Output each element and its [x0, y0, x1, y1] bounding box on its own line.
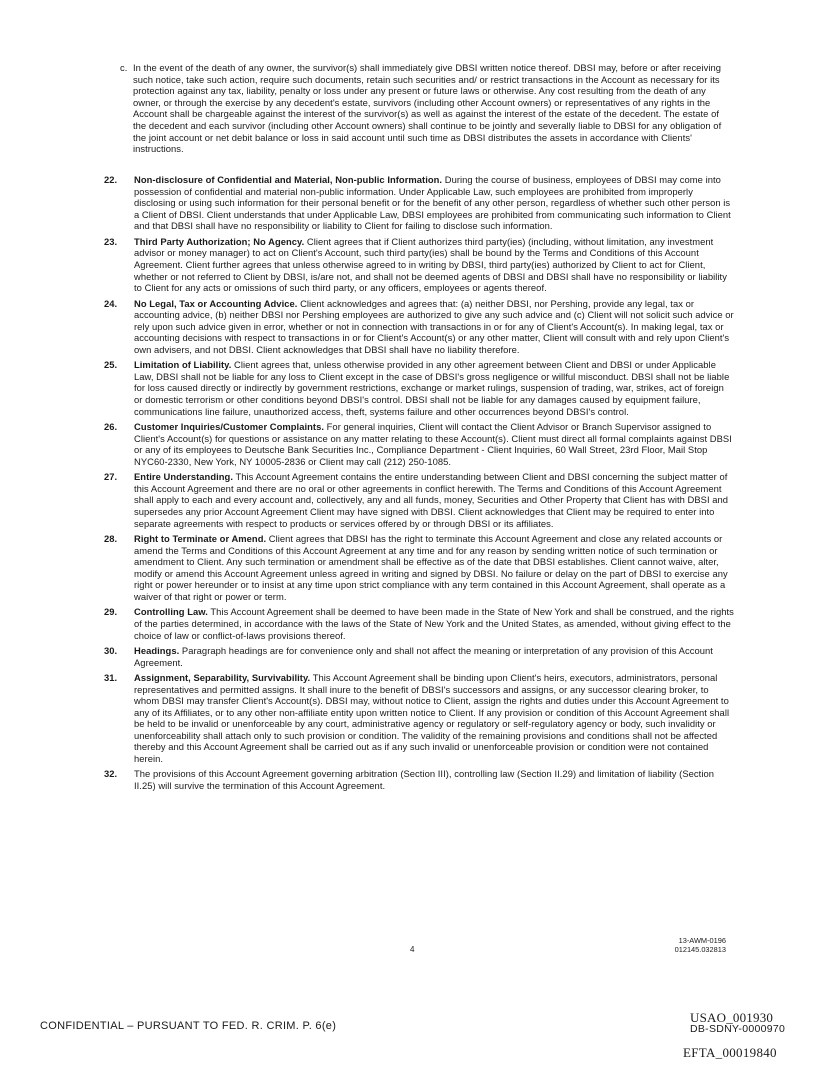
section-text: This Account Agreement contains the entire understanding between Client and DBSI concerning the subject matter of this Account Agreement and there are no oral or other agreements in conflict herewith. The Terms and Conditions of this Account Agreement shall apply to each and every account and, collectively, any and all funds, money, Securities and Other Property that Client has with DBSI and supersedes any prior Account Agreement Client may have signed with DBSI. Client acknowledges that Client may be required to enter into separate agreements with respect to products or services offered by or through DBSI or its affiliates.: [134, 471, 729, 529]
section-text: Client agrees that, unless otherwise provided in any other agreement between Client and DBSI or under Applicable Law, DBSI shall not be liable for any loss to Client except in the case of DBSI's gross negligence or willful misconduct. DBSI shall not be liable for loss caused directly or indirectly by government restrictions, exchange or market rulings, suspension of trading, war, strikes, act of foreign or domestic terrorism or other conditions beyond DBSI's control. DBSI shall not be liable for any damages caused by equipment failure, communications line failure, unauthorized access, theft, systems failure and other occurrences beyond DBSI's control.: [134, 359, 730, 417]
section-number: 26.: [104, 421, 118, 433]
document-code-line-2: 012145.032813: [674, 944, 726, 954]
section-heading: Right to Terminate or Amend.: [134, 533, 267, 544]
section-number: 29.: [104, 606, 118, 618]
section-24: [104, 298, 734, 356]
section-heading: Customer Inquiries/Customer Complaints.: [134, 421, 324, 433]
section-23: [104, 236, 734, 294]
section-number: 31.: [104, 671, 118, 683]
section-25: [104, 359, 734, 417]
section-number: 23.: [104, 235, 118, 247]
section-31: [104, 672, 734, 765]
section-text: Client agrees that DBSI has the right to terminate this Account Agreement and close any related accounts or amend the Terms and Conditions of this Account Agreement at any time and for any reason by sending written notice of such termination or amendment to Client. Any such termination or amendment shall be effective as of the date that DBSI establishes. Client cannot waive, alter, modify or amend this Account Agreement unless agreed in writing and signed by DBSI. No failure or delay on the part of DBSI to exercise any right or power hereunder or to insist at any time upon strict compliance with any term contained in this Account Agreement, shall operate as a waiver of that right or power or term.: [134, 533, 728, 602]
clause-c-marker: c.: [120, 62, 128, 73]
section-text: Paragraph headings are for convenience only and shall not affect the meaning or interpretation of any provision of this Account Agreement.: [134, 644, 713, 668]
section-number: 24.: [104, 297, 118, 309]
section-29: [104, 606, 734, 641]
clause-c: [120, 62, 733, 155]
section-number: 27.: [104, 471, 118, 483]
efta-stamp: EFTA_00019840: [683, 1045, 777, 1060]
section-30: [104, 645, 734, 668]
section-26: [104, 421, 734, 467]
section-28: [104, 533, 734, 603]
section-heading: Headings.: [134, 644, 180, 656]
sections-list: [104, 174, 734, 795]
section-text: During the course of business, employees of DBSI may come into possession of confidential and material non-public information. Under Applicable Law, such employees are prohibited from improperly disclosing or using such information for their personal benefit or for the benefit of any other person, regardless of whether such other person is a Client of DBSI. Client understands that under Applicable Law, DBSI employees are prohibited from communicating such information to Client and that DBSI shall have no responsibility or liability to Client for failing to disclose such information.: [134, 174, 731, 232]
document-code-line-1: 13-AWM-0196: [678, 936, 726, 945]
section-heading: Controlling Law.: [134, 606, 208, 618]
section-heading: Non-disclosure of Confidential and Material, Non-public Information.: [134, 174, 443, 185]
section-heading: Limitation of Liability.: [134, 359, 232, 371]
section-number: 32.: [104, 768, 118, 780]
section-heading: No Legal, Tax or Accounting Advice.: [134, 297, 298, 309]
section-text: This Account Agreement shall be deemed to have been made in the State of New York and shall be construed, and the rights of the parties determined, in accordance with the laws of the State of New York and the United States, as amended, without giving effect to the choice of law or conflict-of-laws provisions thereof.: [134, 606, 734, 641]
page-number: 4: [410, 945, 415, 954]
section-32: [104, 768, 734, 791]
section-heading: Entire Understanding.: [134, 471, 233, 483]
section-text: For general inquiries, Client will contact the Client Advisor or Branch Supervisor assigned to Client's Account(s) for questions or assistance on any matter relating to these Account(s). Client must direct all formal complaints against DBSI or any of its employees to Deutsche Bank Securities Inc., Compliance Department - Client Inquiries, 60 Wall Street, 23rd Floor, Mail Stop NYC60-2330, New York, NY 10005-2836 or Client may call (212) 250-1085.: [134, 421, 732, 467]
section-text: Client agrees that if Client authorizes third party(ies) (including, without limitation, any investment advisor or money manager) to act on Client's Account, such third party(ies) shall be bound by the Terms and Conditions of this Account Agreement. Client further agrees that unless otherwise agreed to in writing by DBSI, third party(ies) authorized by Client to act for Client, whether or not referred to Client by DBSI, is/are not, and shall not be deemed agents of DBSI and DBSI shall have no responsibility or liability to Client for any acts or omissions of such third party, or any officers, employees or agents thereof.: [134, 235, 727, 294]
bates-usao-stamp: USAO_001930: [690, 1010, 774, 1025]
section-heading: Third Party Authorization; No Agency.: [134, 235, 305, 247]
section-heading: Assignment, Separability, Survivability.: [134, 671, 311, 683]
document-code: [640, 937, 726, 954]
section-number: 30.: [104, 644, 118, 656]
section-text: The provisions of this Account Agreement governing arbitration (Section III), controlling law (Section II.29) and limitation of liability (Section II.25) will survive the termination of this Account Agreement.: [134, 768, 714, 792]
section-text: This Account Agreement shall be binding upon Client's heirs, executors, administrators, personal representatives and permitted assigns. It shall inure to the benefit of DBSI's successors and assigns, or any successor clearing broker, to whom DBSI may transfer Client's Account(s). DBSI may, without notice to Client, assign the rights and duties under this Account Agreement to any of its Affiliates, or to any other non-affiliate entity upon written notice to Client. If any provision or condition of this Account Agreement shall be held to be invalid or unenforceable by any court, administrative agency or regulatory or self-regulatory agency or body, such invalidity or unenforceability shall attach only to such provision or condition. The validity of the remaining provisions and conditions shall not be affected thereby and this Account Agreement shall be carried out as if any such invalid or unenforceable provision or condition were not contained herein.: [134, 671, 730, 765]
section-number: 25.: [104, 359, 118, 371]
bates-db-stamp: DB-SDNY-0000970: [690, 1023, 786, 1035]
section-number: 28.: [104, 533, 118, 544]
section-22: [104, 174, 734, 232]
confidential-notice: CONFIDENTIAL – PURSUANT TO FED. R. CRIM. P. 6(e): [40, 1020, 337, 1032]
clause-c-text: In the event of the death of any owner, the survivor(s) shall immediately give DBSI written notice thereof. DBSI may, before or after receiving such notice, take such action, require such documents, retain such securities and/ or restrict transactions in the Account as necessary for its protection against any tax, liability, penalty or loss under any present or future laws or otherwise. Any cost resulting from the death of any owner, or through the exercise by any decedent's estate, survivors (including other Account owners) or representatives of any rights in the Account shall be chargeable against the interest of the survivor(s) as well as against the interest of the estate of the decedent. The estate of the decedent and each survivor (including other Account owners) shall continue to be jointly and severally liable to DBSI for any obligation of the joint account or net debit balance or loss in said account until such time as DBSI distributes the assets in accordance with Clients' instructions.: [133, 62, 722, 155]
section-27: [104, 471, 734, 529]
section-text: Client acknowledges and agrees that: (a) neither DBSI, nor Pershing, provide any legal, tax or accounting advice, (b) neither DBSI nor Pershing employees are authorized to give any such advice and (c) Client will not solicit such advice or rely upon such advice given in error, whether or not in connection with transactions in or for any of Client's Account(s). In making legal, tax or accounting decisions with respect to transactions in or for Client's Account(s) or any other matter, Client will consult with and rely upon Client's own advisers, and not DBSI. Client acknowledges that DBSI shall have no liability therefore.: [134, 297, 734, 355]
section-number: 22.: [104, 174, 118, 185]
